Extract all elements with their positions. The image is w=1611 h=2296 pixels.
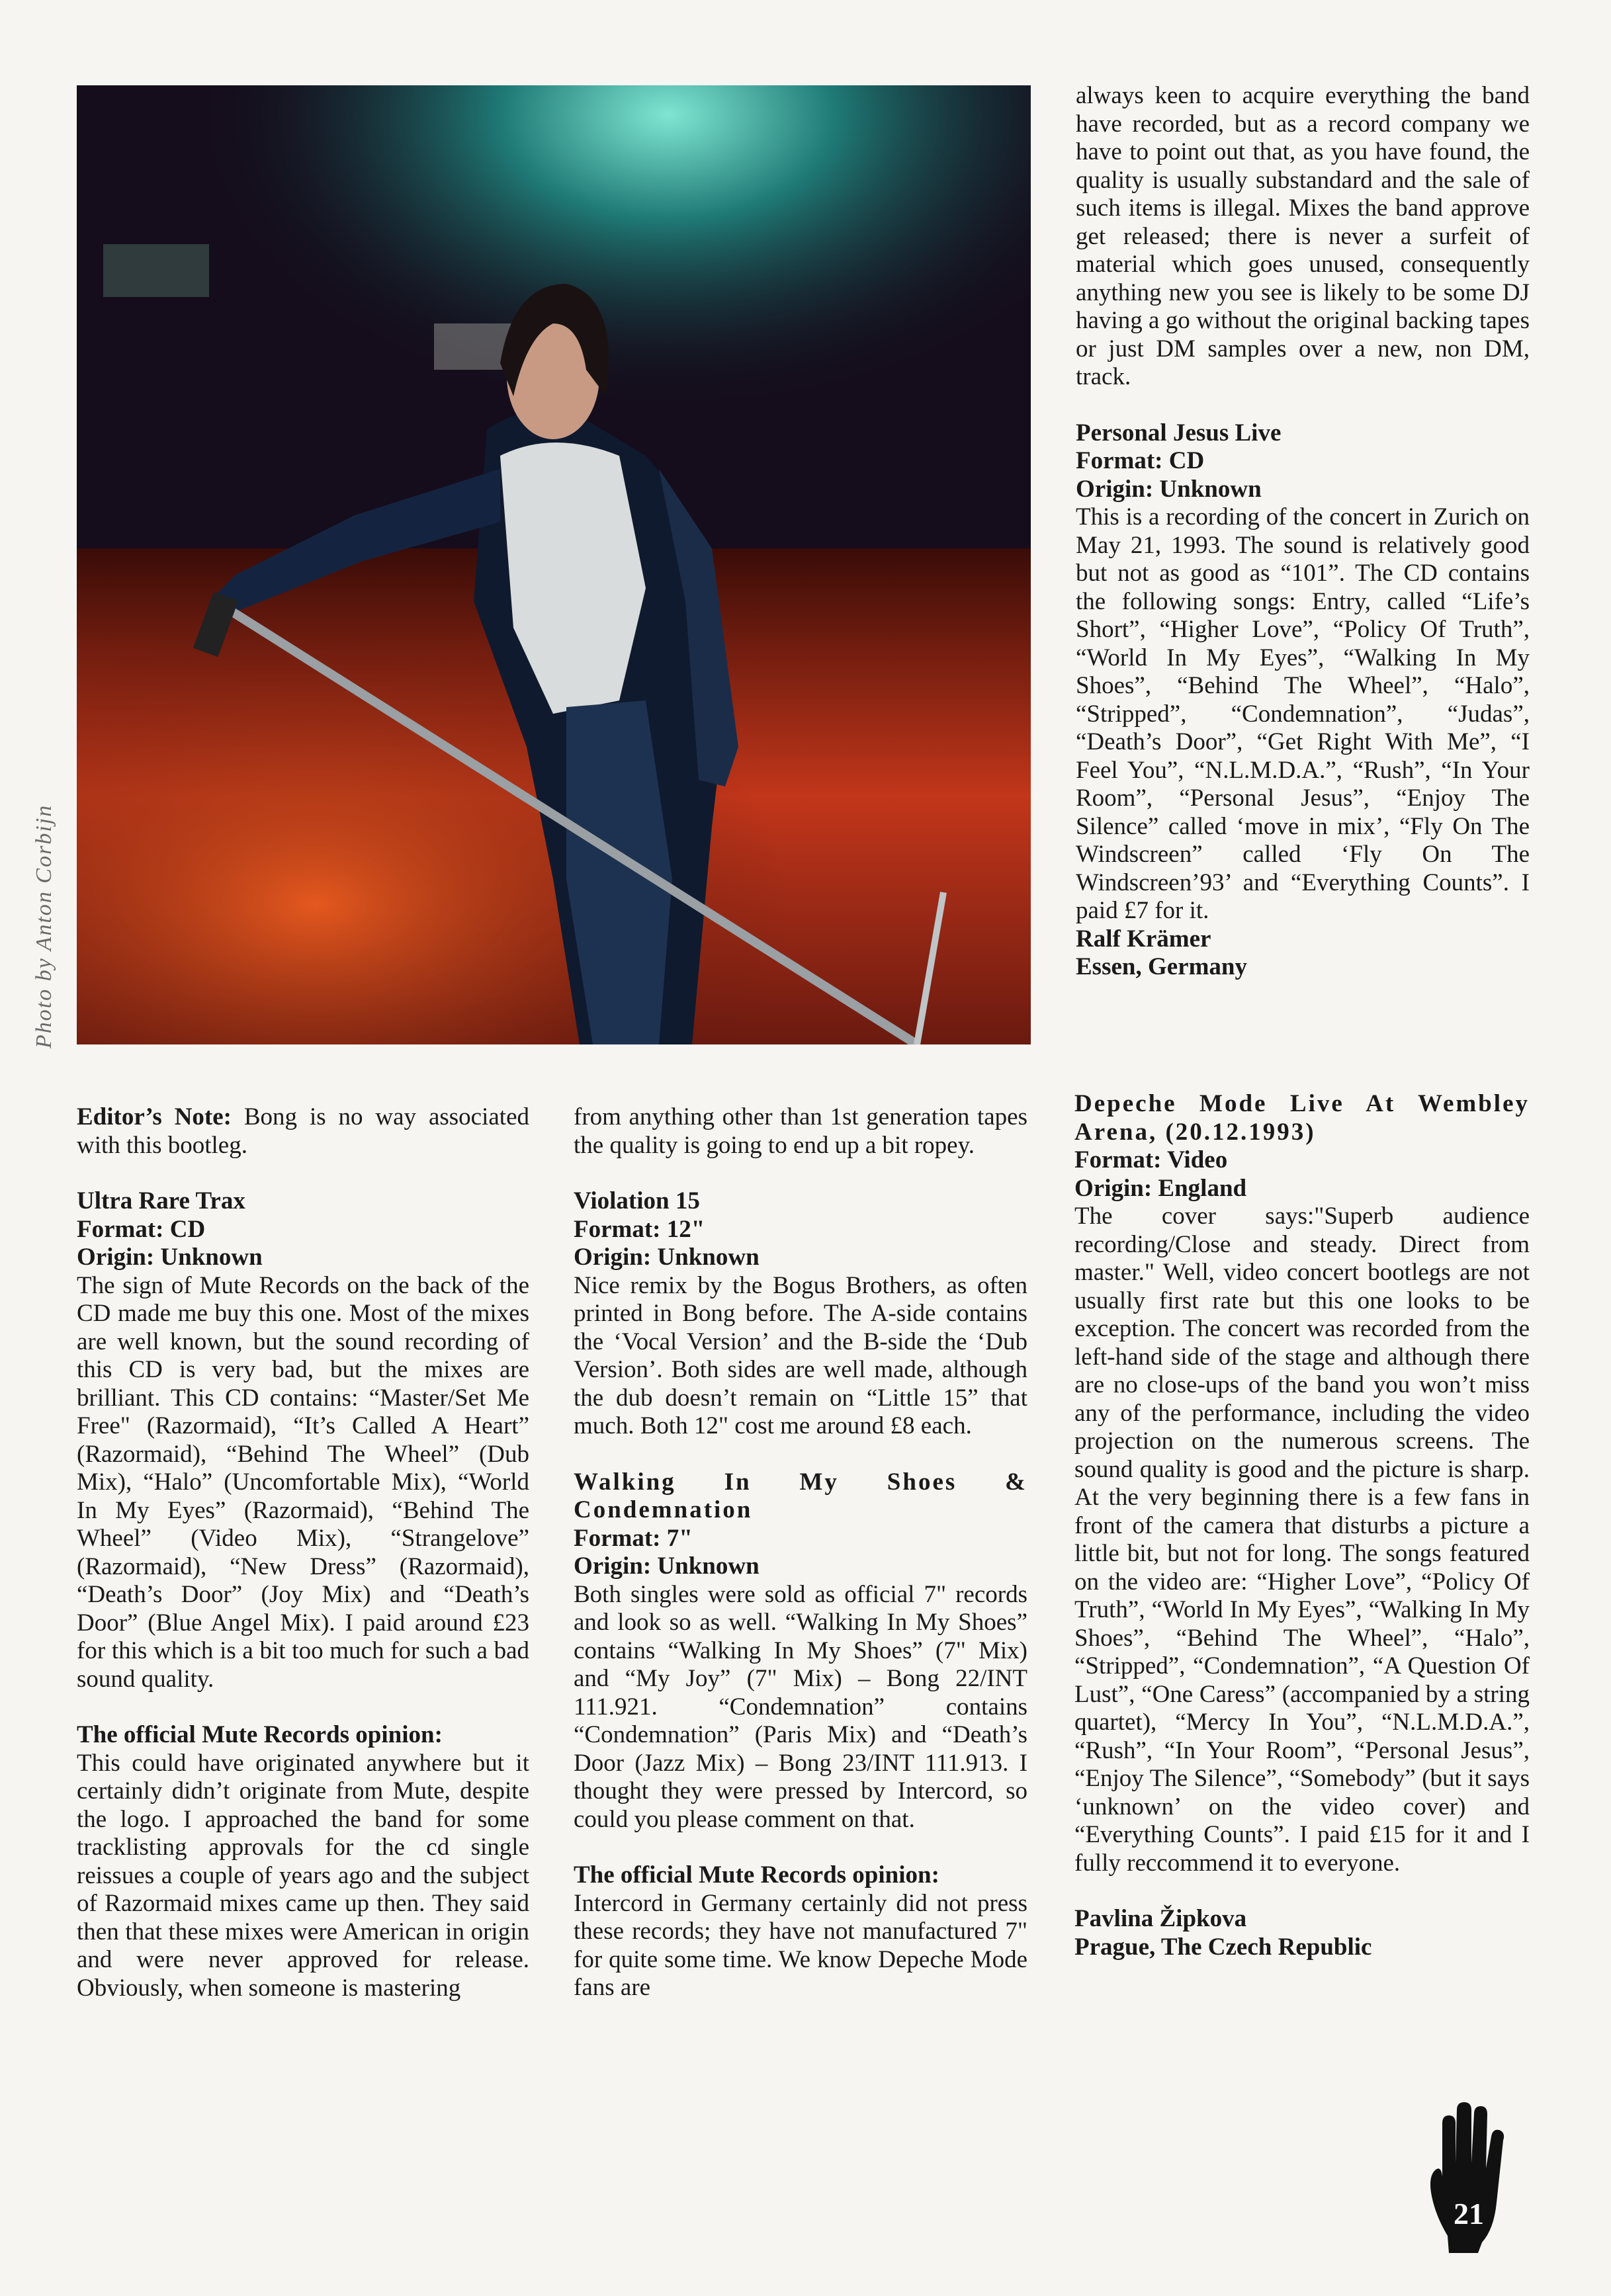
review-body: Nice remix by the Bogus Brothers, as often printed in Bong before. The A-side contains the ‘Vocal Version’ and the B-side the ‘Dub Version’. Both sides are well made, although the dub doesn’t remain on “Little 15” that much. Both 12" cost me around £8 each. [574,1271,1027,1439]
review-format: Format: Video [1074,1146,1228,1173]
review-author: Ralf Krämer [1076,925,1211,953]
review-title: Violation 15 [574,1187,700,1214]
editors-note-label: Editor’s Note: [77,1103,232,1130]
review-location: Prague, The Czech Republic [1074,1933,1372,1961]
article-paragraph: from anything other than 1st generation tapes the quality is going to end up a bit ropey. [574,1103,1027,1159]
review-origin: Origin: Unknown [574,1552,760,1580]
page-number: 21 [1454,2197,1484,2231]
opinion-heading: The official Mute Records opinion: [574,1861,939,1889]
review-body: Both singles were sold as official 7" records and look so as well. “Walking In My Shoes” contains “Walking In My Shoes” (7" Mix) and “My Joy” (7" Mix) – Bong 22/INT 111.921. “Condemnation” contains “Condemnation” (Paris Mix) and “Death’s Door (Jazz Mix) – Bong 23/INT 111.913. I thought they were pressed by Intercord, so could you please comment on that. [574,1580,1027,1833]
review-format: Format: CD [1076,447,1205,474]
review-title: Ultra Rare Trax [77,1187,245,1214]
review-title: Personal Jesus Live [1076,419,1282,446]
photo-credit: Photo by Anton Corbijn [32,804,56,1048]
article-column-1 [77,1103,529,2002]
review-body: The sign of Mute Records on the back of the CD made me buy this one. Most of the mixes are well known, but the sound recording of this CD is very bad, but the mixes are brilliant. This CD contains: “Master/Set Me Free" (Razormaid), “It’s Called A Heart” (Razormaid), “Behind The Wheel” (Dub Mix), “Halo” (Uncomfortable Mix), “World In My Eyes” (Razormaid), “Behind The Wheel” (Video Mix), “Strangelove” (Razormaid), “New Dress” (Razormaid), “Death’s Door” (Joy Mix) and “Death’s Door” (Blue Angel Mix). I paid around £23 for this which is a bit too much for such a bad sound quality. [77,1271,529,1693]
concert-photo [77,85,1031,1044]
opinion-body: Intercord in Germany certainly did not press these records; they have not manufactured 7" for quite some time. We know Depeche Mode fans are [574,1889,1027,2001]
article-column-top-right [1076,82,1530,982]
review-author: Pavlina Žipkova [1074,1905,1247,1932]
editors-note [77,1103,529,1160]
review-body: This is a recording of the concert in Zurich on May 21, 1993. The sound is relatively good but not as good as “101”. The CD contains the following songs: Entry, called “Life’s Short”, “Higher Love”, “Policy Of Truth”, “World In My Eyes”, “Walking In My Shoes”, “Behind The Wheel”, “Halo”, “Stripped”, “Condemnation”, “Judas”, “Death’s Door”, “Get Right With Me”, “I Feel You”, “N.L.M.D.A.”, “Rush”, “In Your Room”, “Personal Jesus”, “Enjoy The Silence” called ‘move in mix’, “Fly On The Windscreen” called ‘Fly On The Windscreen’93’ and “Everything Counts”. I paid £7 for it. [1076,503,1530,924]
review-origin: Origin: England [1074,1174,1247,1202]
review-title: Depeche Mode Live At Wembley Arena, (20.12.1993) [1074,1090,1530,1146]
article-column-2 [574,1103,1027,2002]
review-origin: Origin: Unknown [1076,475,1262,503]
review-format: Format: 12" [574,1215,705,1243]
review-title: Walking In My Shoes & Condemnation [574,1468,1027,1523]
review-location: Essen, Germany [1076,953,1247,980]
editors-note-text: Bong is no way associated with this bootleg. [77,1103,529,1159]
opinion-heading: The official Mute Records opinion: [77,1721,443,1748]
review-format: Format: CD [77,1215,206,1243]
review-origin: Origin: Unknown [574,1244,760,1271]
opinion-body: This could have originated anywhere but it certainly didn’t originate from Mute, despite the logo. I approached the band for some tracklisting approvals for the cd single reissues a couple of years ago and the subject of Razormaid mixes came up then. They said then that these mixes were American in origin and were never approved for release. Obviously, when someone is mastering [77,1749,529,2002]
performer-illustration [77,85,1031,1044]
review-format: Format: 7" [574,1524,693,1552]
review-body: The cover says:"Superb audience recording/Close and steady. Direct from master." Well, video concert bootlegs are not usually first rate but this one looks to be exception. The concert was recorded from the left-hand side of the stage and although there are no close-ups of the band you won’t miss any of the performance, including the video projection on the numerous screens. The sound quality is good and the picture is sharp. At the very beginning there is a few fans in front of the camera that disturbs a picture a little bit, but not for long. The songs featured on the video are: “Higher Love”, “Policy Of Truth”, “World In My Eyes”, “Walking In My Shoes”, “Behind The Wheel”, “Halo”, “Stripped”, “Condemnation”, “A Question Of Lust”, “One Caress” (accompanied by a string quartet), “Mercy In You”, “N.L.M.D.A.”, “Rush”, “In Your Room”, “Personal Jesus”, “Enjoy The Silence”, “Somebody” (but it says ‘unknown’ on the video cover) and “Everything Counts”. I paid £15 for it and I fully reccommend it to everyone. [1074,1203,1530,1877]
review-origin: Origin: Unknown [77,1244,263,1271]
article-column-3 [1074,1090,1530,1961]
article-paragraph: always keen to acquire everything the band have recorded, but as a record company we have to point out that, as you have found, the quality is usually substandard and the sale of such items is illegal. Mixes the band approve get released; there is never a surfeit of material which goes unused, consequently anything new you see is likely to be some DJ having a go without the original backing tapes or just DM samples over a new, non DM, track. [1076,82,1530,390]
hand-logo-icon [1422,2097,1508,2256]
